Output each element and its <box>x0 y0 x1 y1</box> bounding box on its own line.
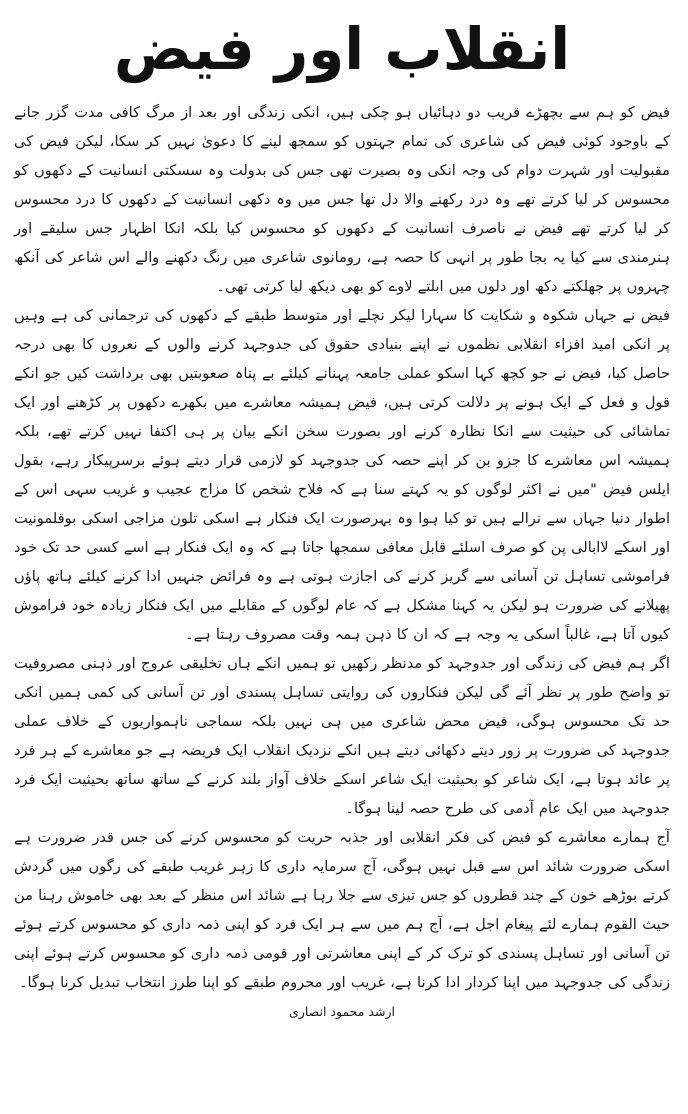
article-paragraph-1: فیض کو ہم سے بچھڑے قریب دو دہائیاں ہو چکی ہیں، انکی زندگی اور بعد از مرگ کافی مدت گزر جانے کے باوجود کوئی فیض کی شاعری کی تمام جہتوں کو سمجھ لینے کا دعویٰ نہیں کر سکا، لیکن فیض کی مقبولیت اور شہرت دوام کی وجہ انکی وہ بصیرت تھی جس کی بدولت وہ سسکتی انسانیت کے دکھوں کو محسوس کر لیا کرتے تھے وہ درد رکھنے والا دل تھا جس میں وہ دکھی انسانیت کے دکھوں کا درد محسوس کر لیا کرتے تھے فیض نے ناصرف انسانیت کے دکھوں کو محسوس کیا بلکہ انکا اظہار جس سلیقے اور ہنرمندی سے کیا یہ بجا طور پر انہی کا حصہ ہے، رومانوی شاعری میں رنگ دکھنے والے اس شاعر کی آنکھ چہروں پر جھلکتے دکھ اور دلوں میں ابلتے لاوے کو بھی دیکھ لیا کرتی تھی۔ <box>14 104 670 295</box>
article-paragraph-4: آج ہمارے معاشرے کو فیض کی فکر انقلابی اور جذبہ حریت کو محسوس کرنے کی جس قدر ضرورت ہے اسکی ضرورت شائد اس سے قبل نہیں ہوگی، آج سرمایہ داری کا زہر غریب طبقے کی رگوں میں گردش کرتے بوڑھے خون کے چند قطروں کو جس تیزی سے جلا رہا ہے شائد اس منظر کے بعد بھی خاموش رہنا من حیث القوم ہمارے لئے پیغام اجل ہے، آج ہم میں سے ہر ایک فرد کو اپنی ذمہ داری کو محسوس کرتے ہوئے تن آسانی اور تساہل پسندی کو ترک کر کے اپنی معاشرتی اور قومی ذمہ داری کو محسوس کرتے ہوئے اپنی زندگی کی جدوجہد میں اپنا کردار ادا کرنا ہے، غریب اور محروم طبقے کو اپنا طرز انتخاب تبدیل کرنا ہوگا۔ <box>14 829 670 991</box>
author-byline: ارشد محمود انصاری <box>289 1004 395 1019</box>
article-paragraph-2: فیض نے جہاں شکوہ و شکایت کا سہارا لیکر نچلے اور متوسط طبقے کے دکھوں کی ترجمانی کی ہے وہیں پر انکی امید افزاء انقلابی نظموں نے اپنے بنیادی حقوق کی جدوجہد کرنے والوں کے نعروں کا بھی درجہ حاصل کیا، فیض نے جو کچھ کہا اسکو عملی جامعہ پہنانے کیلئے بے پناہ صعوبتیں بھی برداشت کیں جو انکے قول و فعل کے ایک ہونے پر دلالت کرتی ہیں، فیض ہمیشہ معاشرے میں بکھرے دکھوں پر کڑھنے اور ایک تماشائی کی حیثیت سے انکا نظارہ کرنے اور بصورت سخن انکے بیان پر ہی اکتفا نہیں کرتے تھے، بلکہ ہمیشہ اس معاشرے کا جزو بن کر اپنے حصہ کی جدوجہد کو لازمی قرار دیتے ہوئے برسرپیکار رہے، بقول ایلس فیض "میں نے اکثر لوگوں کو یہ کہتے سنا ہے کہ فلاح شخص کا مزاج عجیب و غریب سہی اس کے اطوار دنیا جہاں سے نرالے ہیں تو کیا ہوا وہ بہرصورت ایک فنکار ہے اسکی تلون مزاجی اسکی بوقلمونیت اور اسکے لاابالی پن کو صرف اسلئے قابل معافی سمجھا جاتا ہے کہ وہ ایک فنکار ہے اسے کسی حد تک خود فراموشی تساہل تن آسانی سے گریز کرنے کی اجازت ہوتی ہے وہ فرائض جنہیں ادا کرنے کیلئے ہاتھ پاؤں پھیلانے کی ضرورت ہو لیکن یہ کہنا مشکل ہے کہ عام لوگوں کے مقابلے میں ایک فنکار زیادہ خود فراموش کیوں آتا ہے، غالباً اسکی یہ وجہ ہے کہ ان کا ذہن ہمہ وقت مصروف رہتا ہے۔ <box>14 307 670 643</box>
article-paragraph-3: اگر ہم فیض کی زندگی اور جدوجہد کو مدنظر رکھیں تو ہمیں انکے ہاں تخلیقی عروج اور ذہنی مصروفیت تو واضح طور پر نظر آئے گی لیکن فنکاروں کی روایتی تساہل پسندی اور تن آسانی کی کمی ہمیں انکی حد تک محسوس ہوگی، فیض محض شاعری میں ہی نہیں بلکہ سماجی ناہمواریوں کے خلاف عملی جدوجہد کی ضرورت پر زور دیتے دکھائی دیتے ہیں انکے نزدیک انقلاب ایک فریضہ ہے جو معاشرے کے ہر فرد پر عائد ہوتا ہے، ایک شاعر کو بحیثیت ایک شاعر اسکے خلاف آواز بلند کرنے کے ساتھ ساتھ بحیثیت ایک فرد جدوجہد میں ایک عام آدمی کی طرح حصہ لینا ہوگا۔ <box>14 655 670 817</box>
article-body <box>14 98 670 997</box>
article-headline: انقلاب اور فیض <box>113 15 571 83</box>
